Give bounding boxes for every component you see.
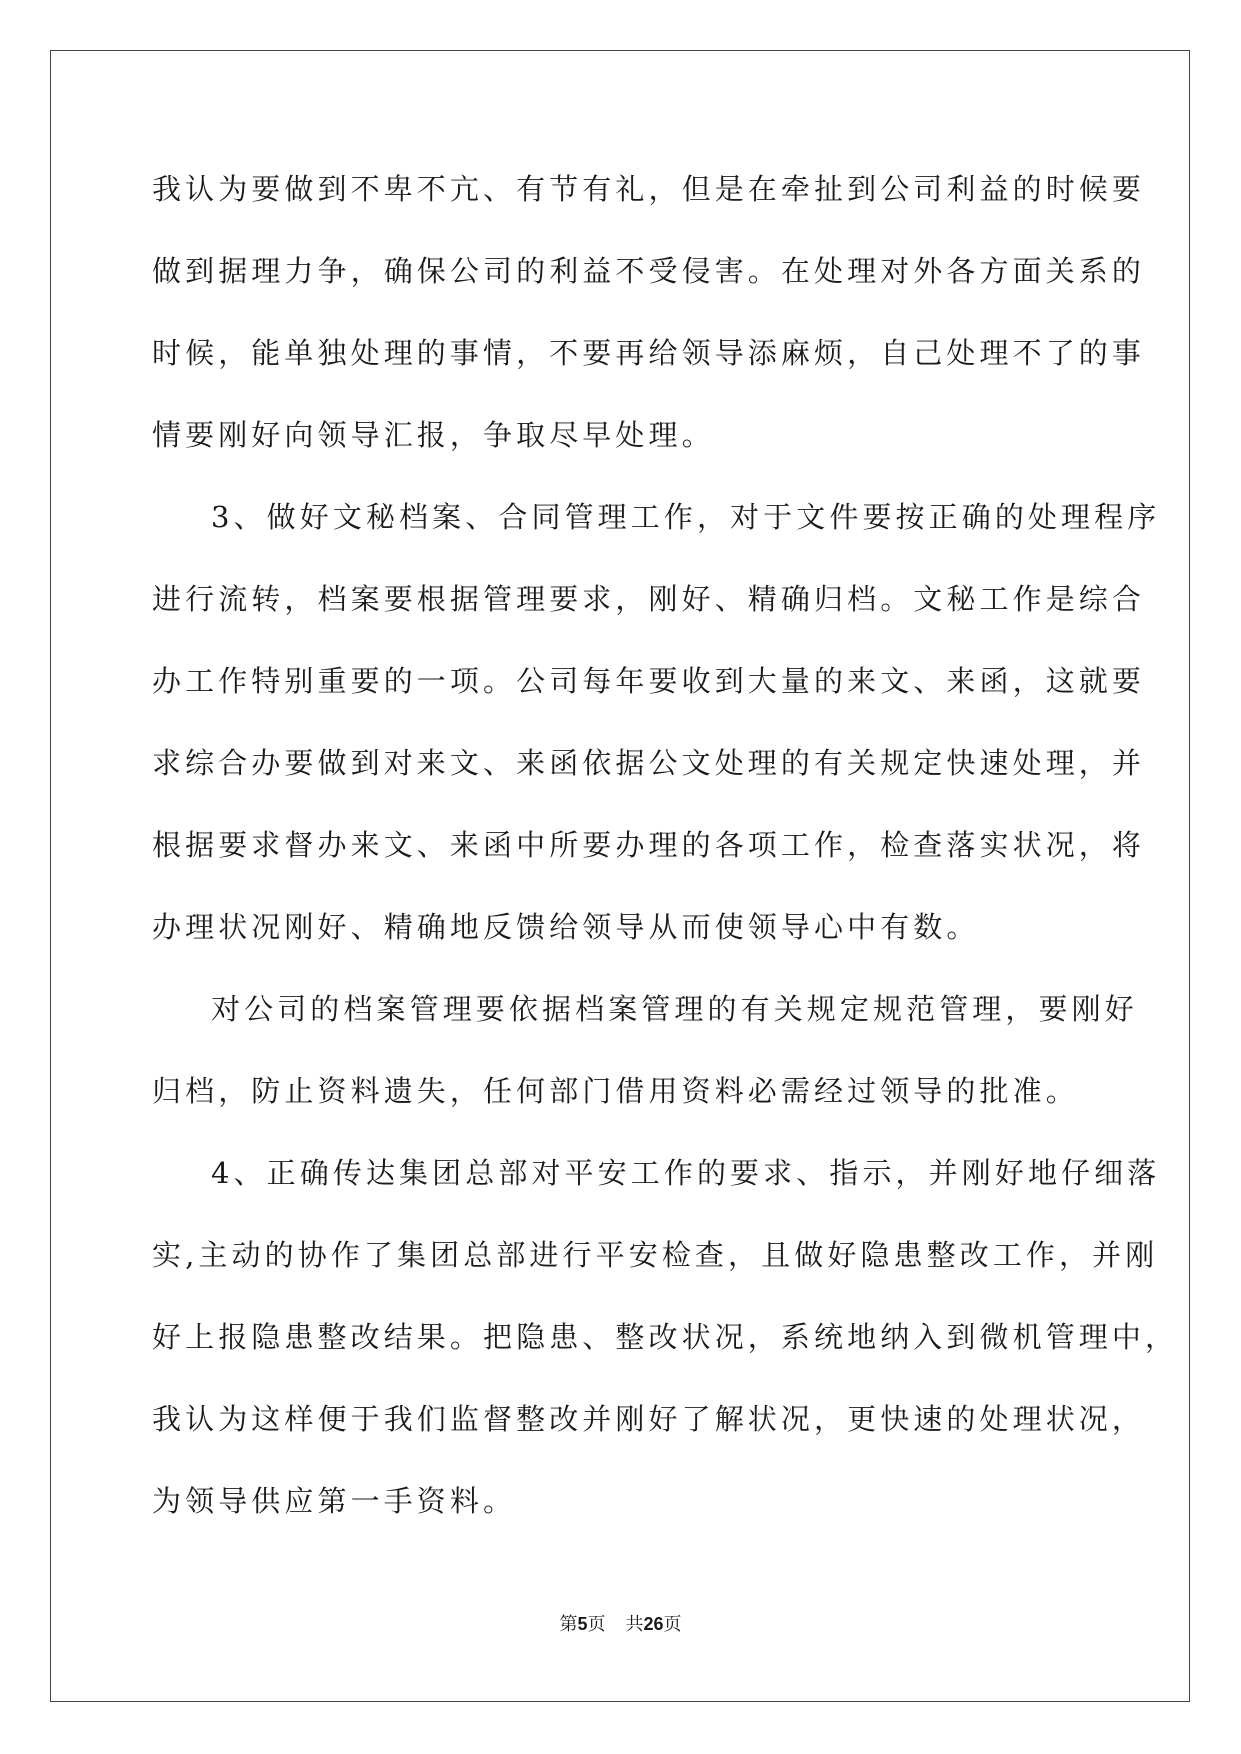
text-line: 归档，防止资料遗失，任何部门借用资料必需经过领导的批准。 (152, 1074, 1079, 1108)
paragraph-first-line: 对公司的档案管理要依据档案管理的有关规定规范管理，要刚好 (211, 992, 1138, 1026)
text-line: 好上报隐患整改结果。把隐患、整改状况，系统地纳入到微机管理中， (152, 1320, 1179, 1354)
text-line: 我认为这样便于我们监督整改并刚好了解状况，更快速的处理状况， (152, 1402, 1146, 1436)
text-line: 我认为要做到不卑不亢、有节有礼，但是在牵扯到公司利益的时候要 (152, 172, 1146, 206)
text-line: 根据要求督办来文、来函中所要办理的各项工作，检查落实状况，将 (152, 828, 1146, 862)
paragraph-first-line: 3、做好文秘档案、合同管理工作，对于文件要按正确的处理程序 (211, 500, 1161, 534)
text-line: 做到据理力争，确保公司的利益不受侵害。在处理对外各方面关系的 (152, 254, 1146, 288)
page-prefix: 第 (559, 1614, 578, 1635)
text-line: 进行流转，档案要根据管理要求，刚好、精确归档。文秘工作是综合 (152, 582, 1146, 616)
paragraph-first-line: 4、正确传达集团总部对平安工作的要求、指示，并刚好地仔细落 (211, 1156, 1161, 1190)
total-prefix: 共 (625, 1614, 644, 1635)
page-suffix: 页 (587, 1614, 606, 1635)
text-line: 求综合办要做到对来文、来函依据公文处理的有关规定快速处理，并 (152, 746, 1146, 780)
text-line: 为领导供应第一手资料。 (152, 1484, 517, 1518)
text-line: 时候，能单独处理的事情，不要再给领导添麻烦，自己处理不了的事 (152, 336, 1146, 370)
text-line: 情要刚好向领导汇报，争取尽早处理。 (152, 418, 715, 452)
text-line: 实,主动的协作了集团总部进行平安检查，且做好隐患整改工作，并刚 (152, 1238, 1159, 1272)
text-line: 办工作特别重要的一项。公司每年要收到大量的来文、来函，这就要 (152, 664, 1146, 698)
total-suffix: 页 (663, 1614, 682, 1635)
page-footer (0, 1612, 1241, 1637)
text-line: 办理状况刚好、精确地反馈给领导从而使领导心中有数。 (152, 910, 980, 944)
document-body (152, 160, 1179, 1554)
total-pages: 26 (643, 1614, 664, 1634)
page-number: 5 (577, 1614, 588, 1634)
